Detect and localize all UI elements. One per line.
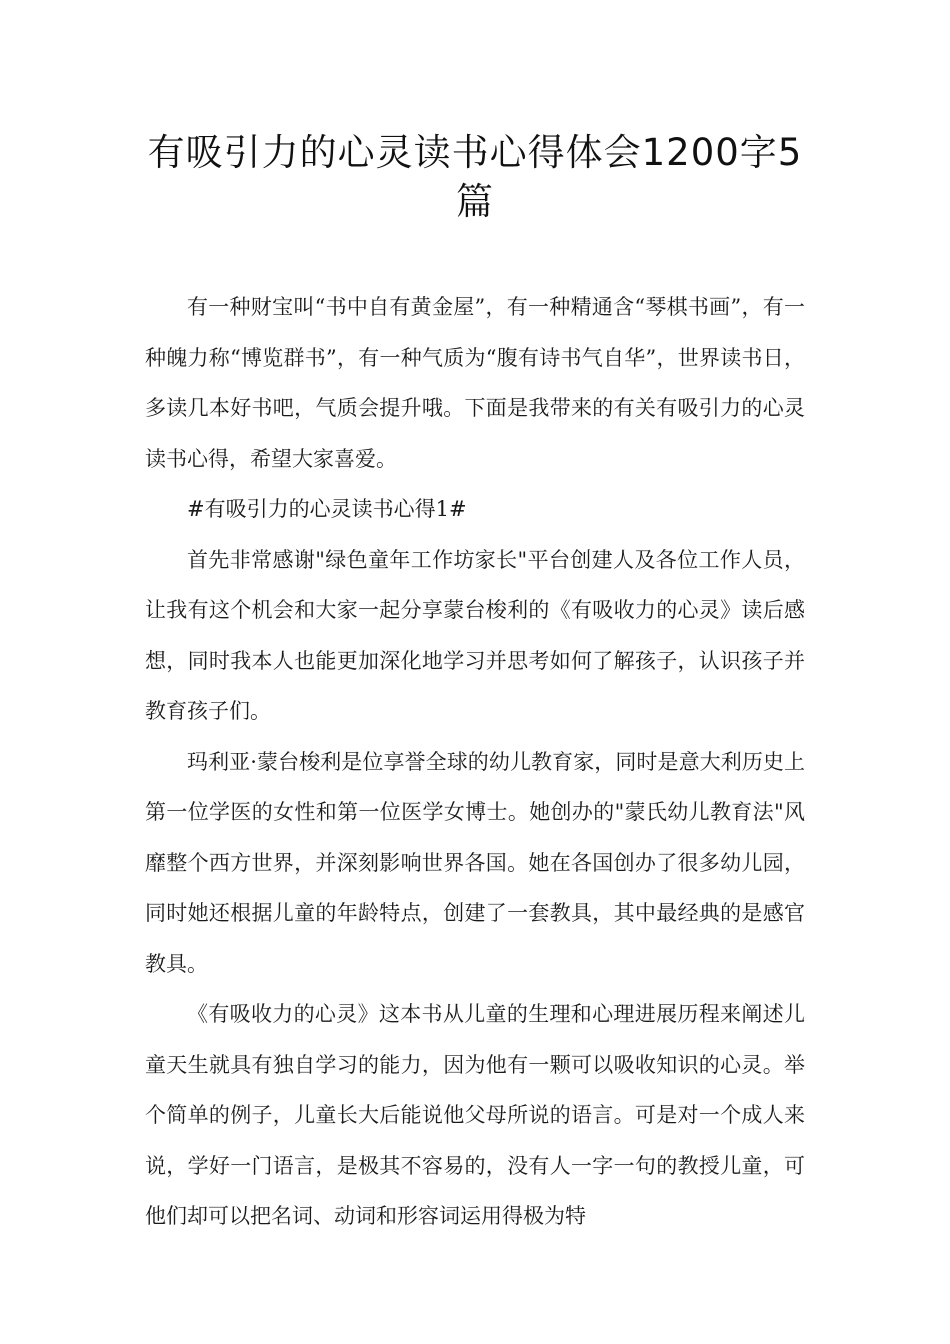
paragraph-book-summary: 《有吸收力的心灵》这本书从儿童的生理和心理进展历程来阐述儿童天生就具有独自学习的能力，因为他有一颗可以吸收知识的心灵。举个简单的例子，儿童长大后能说他父母所说的语言。可是对一个成人来说，学好一门语言，是极其不容易的，没有人一字一句的教授儿童，可他们却可以把名词、动词和形容词运用得极为特 (145, 1002, 805, 1228)
paragraph-thanks: 首先非常感谢"绿色童年工作坊家长"平台创建人及各位工作人员，让我有这个机会和大家一起分享蒙台梭利的《有吸收力的心灵》读后感想，同时我本人也能更加深化地学习并思考如何了解孩子，认识孩子并教育孩子们。 (145, 547, 805, 723)
document-title: 有吸引力的心灵读书心得体会1200字5篇 (147, 131, 803, 223)
section-heading-1: #有吸引力的心灵读书心得1# (187, 497, 467, 521)
document-body (145, 282, 805, 1242)
paragraph-montessori-bio: 玛利亚·蒙台梭利是位享誉全球的幼儿教育家，同时是意大利历史上第一位学医的女性和第一位医学女博士。她创办的"蒙氏幼儿教育法"风靡整个西方世界，并深刻影响世界各国。她在各国创办了很多幼儿园，同时她还根据儿童的年龄特点，创建了一套教具，其中最经典的是感官教具。 (145, 749, 805, 976)
paragraph-intro: 有一种财宝叫“书中自有黄金屋”，有一种精通含“琴棋书画”，有一种魄力称“博览群书”，有一种气质为“腹有诗书气自华”，世界读书日，多读几本好书吧，气质会提升哦。下面是我带来的有关有吸引力的心灵读书心得，希望大家喜爱。 (145, 295, 805, 471)
